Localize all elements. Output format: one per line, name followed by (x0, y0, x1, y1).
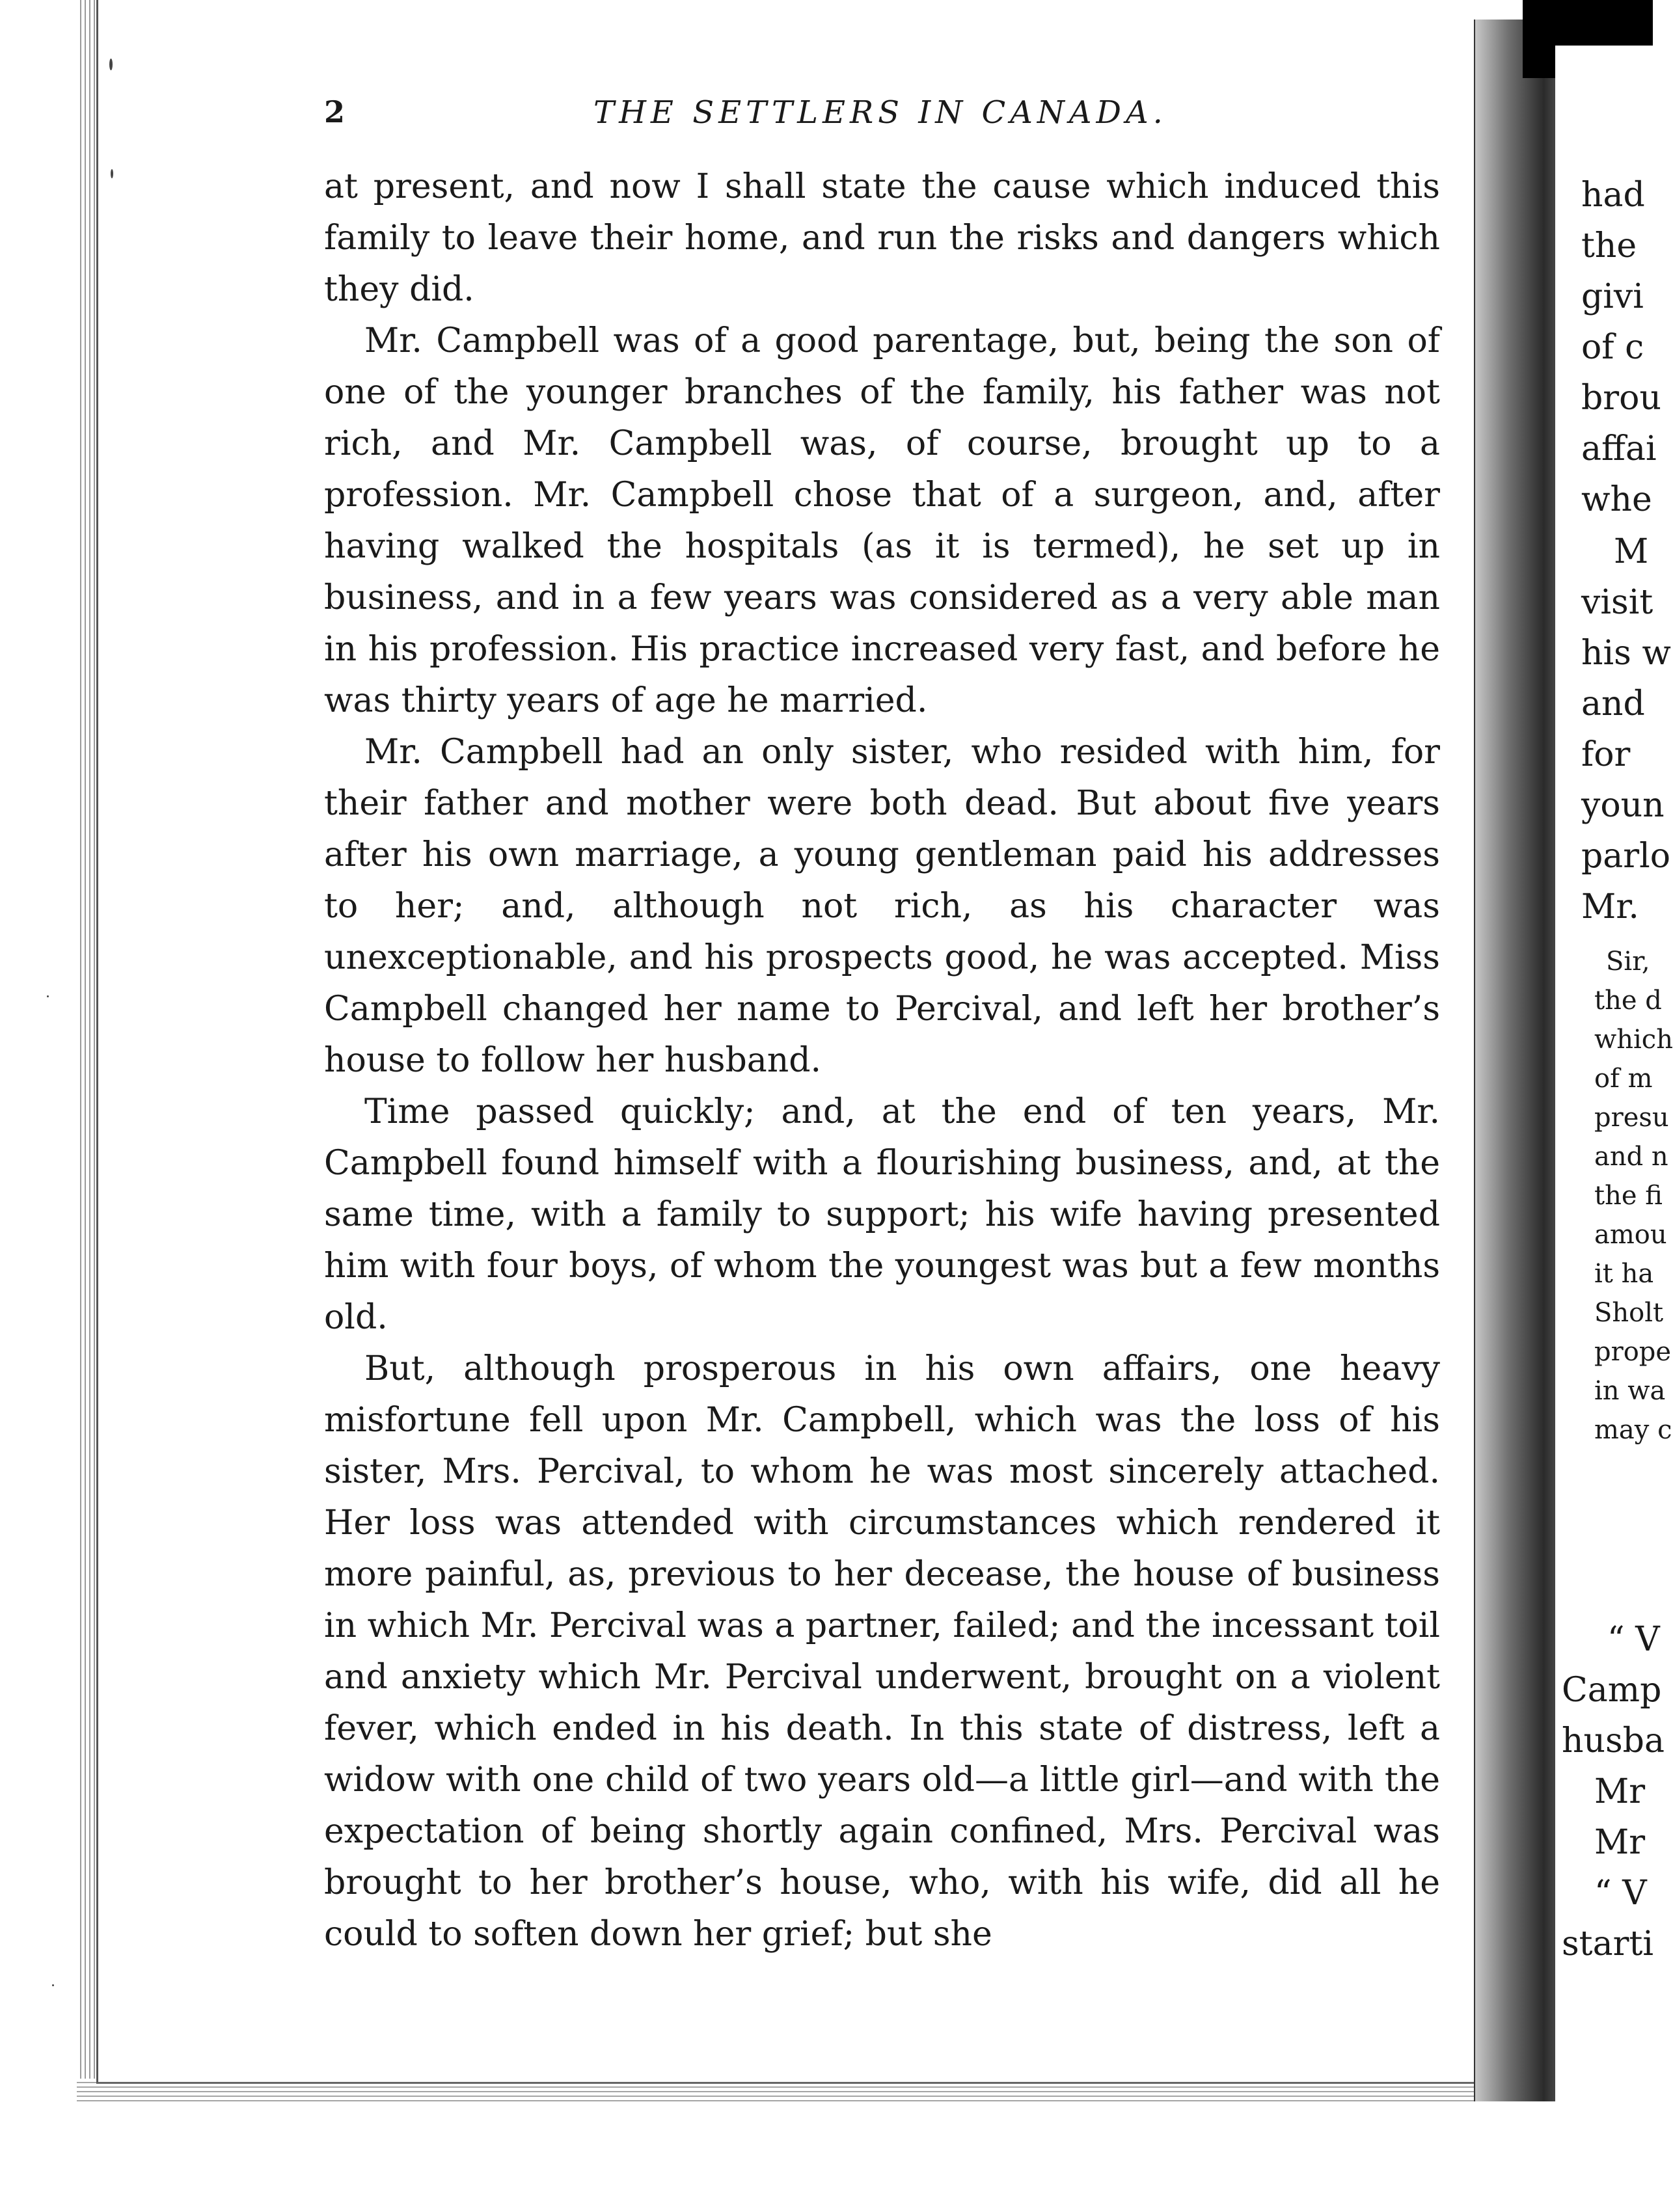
fragment-line-small: the fi (1594, 1181, 1663, 1211)
paragraph: Mr. Campbell was of a good parentage, but, being the son of one of the younger branches of the family, his father was not rich, and Mr. Campbell was, of course, brought up to a profession. Mr. Campbell chose that of a surgeon, and, after having walked the hospitals (as it is termed), he set up in business, and in a few years was considered as a very able man in his profession. His practice increased very fast, and before he was thirty years of age he married. (324, 321, 1440, 720)
fragment-line: starti (1562, 1924, 1653, 1963)
fragment-line: affai (1581, 429, 1657, 468)
paragraph: Time passed quickly; and, at the end of ten years, Mr. Campbell found himself with a flourishing business, and, at the same time, with a family to support; his wife having presented him with four boys, of whom the youngest was but a few months old. (324, 1092, 1440, 1337)
fragment-line: Mr. (1581, 887, 1639, 926)
fragment-line: M (1614, 532, 1649, 571)
paragraph: Mr. Campbell had an only sister, who resided with him, for their father and mother were both dead. But about five years after his own marriage, a young gentleman paid his addresses to her; and, although not rich, as his character was unexceptionable, and his prospects good, he was accepted. Miss Campbell changed her name to Percival, and left her brother’s house to follow her husband. (324, 733, 1440, 1080)
fragment-line-small: amou (1594, 1220, 1667, 1250)
fragment-line: and (1581, 684, 1645, 723)
fragment-line: Mr (1594, 1772, 1646, 1811)
fragment-line: the (1581, 226, 1637, 265)
fragment-line: of c (1581, 328, 1644, 367)
fragment-line-small: and n (1594, 1142, 1668, 1172)
fragment-line: givi (1581, 277, 1644, 316)
fragment-line-small: Sir, (1606, 947, 1650, 977)
page-number: 2 (324, 94, 346, 129)
fragment-line-small: Sholt (1594, 1298, 1664, 1328)
fragment-line-small: prope (1594, 1337, 1672, 1367)
running-head (324, 94, 1437, 146)
fragment-line: Camp (1562, 1671, 1662, 1710)
fragment-line-small: presu (1594, 1103, 1669, 1133)
fragment-line: youn (1581, 786, 1665, 825)
right-page-fragment (1555, 46, 1673, 2127)
fragment-line: had (1581, 176, 1645, 215)
fragment-line: husba (1562, 1721, 1665, 1760)
fragment-line: his w (1581, 634, 1671, 673)
fragment-line: “ V (1607, 1620, 1660, 1659)
fragment-line: visit (1581, 583, 1653, 622)
fragment-line-small: the d (1594, 986, 1662, 1016)
paragraph: But, although prosperous in his own affairs, one heavy misfortune fell upon Mr. Campbell, which was the loss of his sister, Mrs. Percival, to whom he was most sincerely attached. Her loss was attended with circumstances which rendered it more painful, as, previous to her decease, the house of business in which Mr. Percival was a partner, failed; and the incessant toil and anxiety which Mr. Percival underwent, brought on a violent fever, which ended in his death. In this state of distress, left a widow with one child of two years old—a little girl—and with the expectation of being shortly again confined, Mrs. Percival was brought to her brother’s house, who, with his wife, did all he could to soften down her grief; but she (324, 1349, 1440, 1954)
fragment-line-small: may c (1594, 1415, 1672, 1445)
book-title-header: THE SETTLERS IN CANADA. (593, 94, 1167, 131)
fragment-line-small: in wa (1594, 1376, 1666, 1406)
fragment-line: “ V (1594, 1874, 1647, 1913)
fragment-line-small: which (1594, 1025, 1673, 1055)
fragment-line: for (1581, 735, 1631, 774)
body-text (324, 161, 1440, 1960)
fragment-line: whe (1581, 480, 1652, 519)
fragment-line: Mr (1594, 1823, 1646, 1862)
fragment-line: parlo (1581, 837, 1671, 876)
fragment-line-small: of m (1594, 1064, 1653, 1094)
fragment-line-small: it ha (1594, 1259, 1654, 1289)
fragment-line: brou (1581, 379, 1661, 418)
paragraph: at present, and now I shall state the cause which induced this family to leave their home, and run the risks and dangers which they did. (324, 167, 1440, 309)
